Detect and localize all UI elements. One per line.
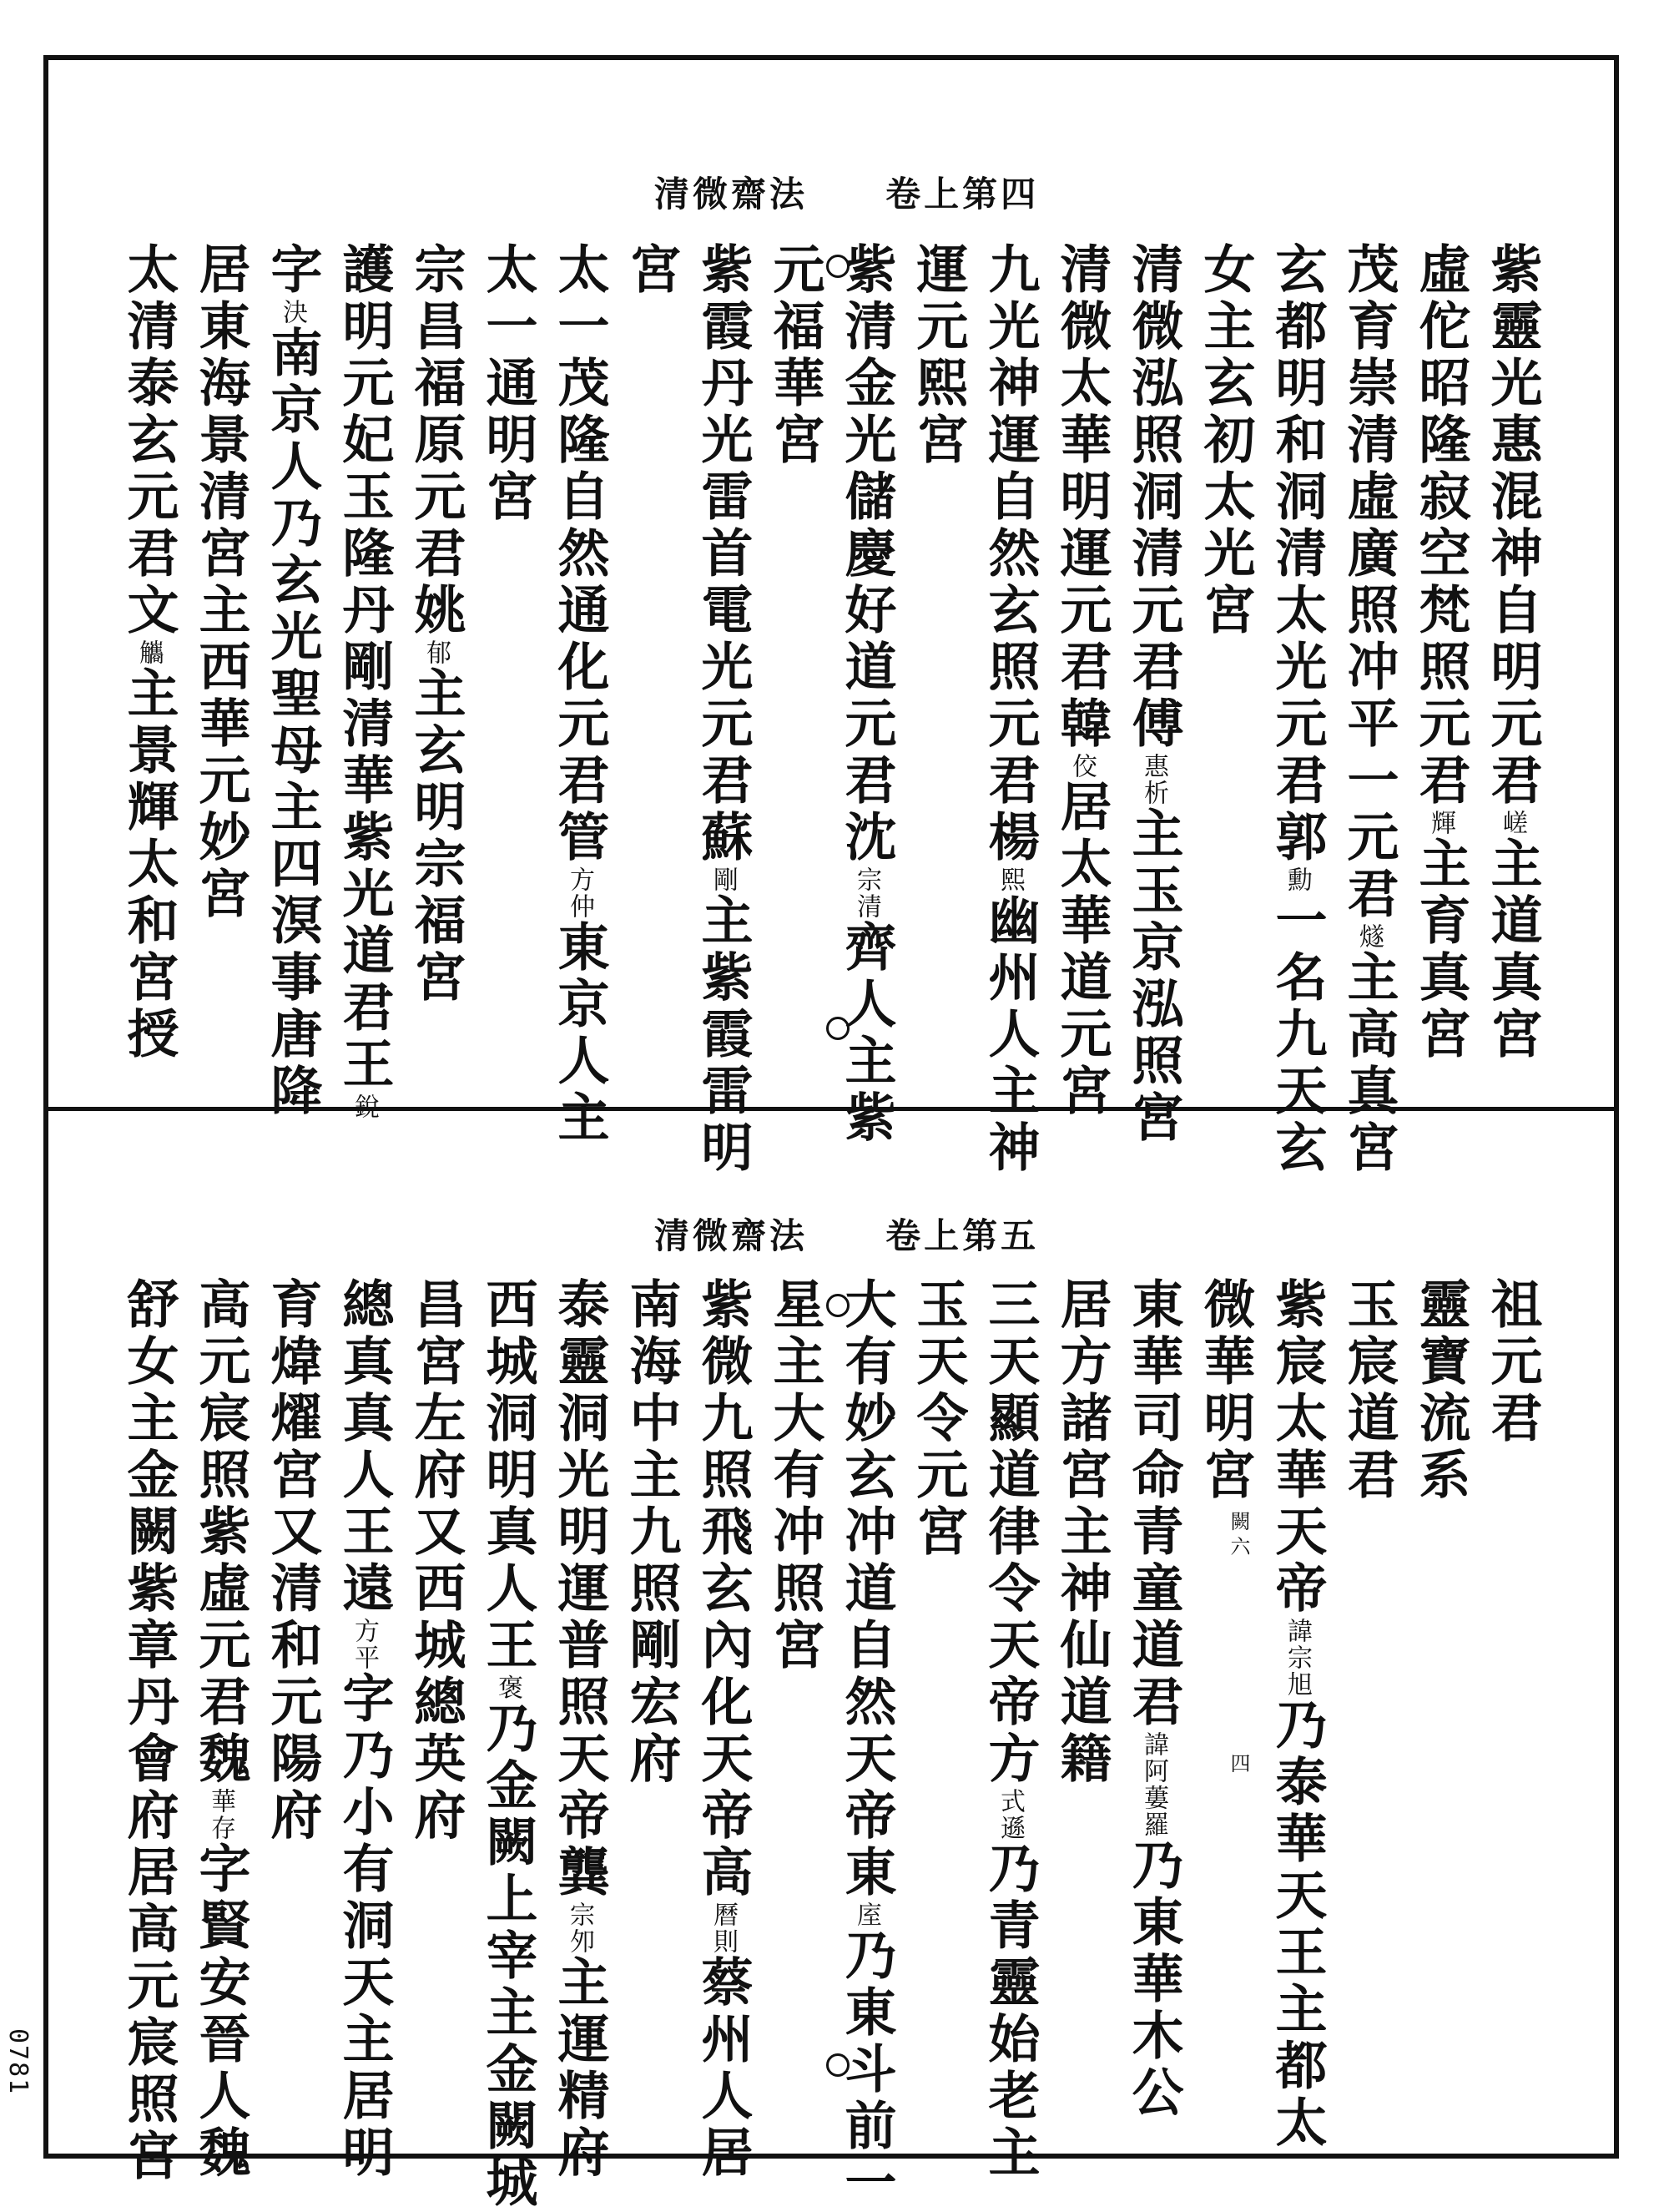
column-main-text: 大有妙玄冲道自然天帝東 bbox=[836, 1277, 897, 1901]
lower-column bbox=[764, 1277, 825, 1674]
upper-column bbox=[1339, 242, 1399, 1177]
column-annotation: 輝 bbox=[1426, 810, 1455, 836]
column-annotation: 式遜 bbox=[996, 1788, 1025, 1841]
lower-column bbox=[980, 1277, 1041, 2182]
column-main-text: 居東海景清宮主西華元妙宮 bbox=[190, 242, 251, 923]
lower-column bbox=[190, 1277, 251, 2182]
upper-column bbox=[693, 242, 754, 1177]
column-main-text: 昌宮左府又西城總英府 bbox=[406, 1277, 466, 1845]
column-main-text: 育煒燿宮又清和元陽府 bbox=[262, 1277, 323, 1845]
column-main-text: 紫微九照飛玄內化天帝高 bbox=[693, 1277, 754, 1901]
side-catalog-number: 0781 bbox=[3, 2028, 33, 2096]
column-main-text: 祖元君 bbox=[1482, 1277, 1543, 1447]
column-main-text: 虛佗昭隆寂空梵照元君 bbox=[1410, 242, 1471, 810]
lower-column bbox=[118, 1277, 179, 2185]
lower-column bbox=[836, 1277, 897, 2212]
column-tail-text: 乃金闕上宰主金闕城 bbox=[477, 1701, 538, 2212]
upper-column bbox=[764, 242, 825, 469]
column-main-text: 宮 bbox=[621, 242, 682, 299]
column-main-text: 東華司命青童道君 bbox=[1123, 1277, 1184, 1731]
column-annotation: 惠析 bbox=[1139, 753, 1168, 806]
upper-page-header bbox=[654, 167, 1039, 217]
circle-mark bbox=[826, 2053, 850, 2077]
column-annotation: 決 bbox=[278, 299, 307, 326]
column-tail-text: 幽州人主神 bbox=[980, 893, 1041, 1177]
column-annotation: 熙 bbox=[996, 866, 1025, 893]
column-main-text: 玉宸道君 bbox=[1339, 1277, 1399, 1504]
column-main-text: 太一茂隆自然通化元君管 bbox=[549, 242, 610, 866]
column-tail-text: 乃東華木公 bbox=[1123, 1838, 1184, 2122]
column-tail-text: 居太華道元宮 bbox=[1051, 780, 1112, 1120]
upper-column bbox=[908, 242, 969, 469]
column-tail-text: 主高真宮 bbox=[1339, 950, 1399, 1177]
column-tail-text: 主景輝太和宮授 bbox=[118, 666, 179, 1063]
column-tail-text: 主玉京泓照宮 bbox=[1123, 806, 1184, 1147]
lower-column bbox=[1267, 1277, 1328, 2152]
column-main-text: 總真真人王遠 bbox=[334, 1277, 395, 1618]
lower-column bbox=[621, 1277, 682, 1788]
circle-mark bbox=[826, 255, 850, 278]
column-main-text: 太清泰玄元君文 bbox=[118, 242, 179, 639]
lower-column bbox=[1482, 1277, 1543, 1447]
column-tail-text: 乃東斗前一 bbox=[836, 1928, 897, 2212]
column-tail-text: 乃青靈始老主 bbox=[980, 1841, 1041, 2182]
upper-column bbox=[1123, 242, 1184, 1147]
column-main-text: 高元宸照紫虛元君魏 bbox=[190, 1277, 251, 1788]
column-annotation: 觿 bbox=[134, 639, 164, 666]
column-main-text: 太一通明宮 bbox=[477, 242, 538, 526]
column-main-text: 星主大有冲照宮 bbox=[764, 1277, 825, 1674]
margin-note: 闕六 bbox=[1227, 1511, 1250, 1561]
column-main-text: 元福華宮 bbox=[764, 242, 825, 469]
column-main-text: 舒女主金闕紫章丹會府居高元宸照宮 bbox=[118, 1277, 179, 2185]
upper-header-title: 清微齋法 bbox=[654, 174, 809, 215]
lower-column bbox=[1195, 1277, 1256, 1504]
upper-column bbox=[262, 242, 323, 1120]
column-annotation: 勳 bbox=[1283, 866, 1312, 893]
upper-column bbox=[334, 242, 395, 1120]
lower-column bbox=[334, 1277, 395, 2182]
column-annotation: 佼 bbox=[1067, 753, 1097, 780]
column-main-text: 紫宸太華天帝 bbox=[1267, 1277, 1328, 1618]
column-tail-text: 主育真宮 bbox=[1410, 836, 1471, 1063]
column-main-text: 運元熙宮 bbox=[908, 242, 969, 469]
upper-column bbox=[477, 242, 538, 526]
column-annotation: 褒 bbox=[493, 1674, 522, 1701]
column-annotation: 曆則 bbox=[708, 1901, 738, 1955]
column-main-text: 泰靈洞光明運普照天帝龔 bbox=[549, 1277, 610, 1901]
column-annotation: 方仲 bbox=[565, 866, 594, 920]
column-annotation: 宗夘 bbox=[565, 1901, 594, 1955]
column-tail-text: 字賢安晉人魏 bbox=[190, 1841, 251, 2182]
upper-column bbox=[836, 242, 897, 1147]
column-tail-text: 一名九天玄 bbox=[1267, 893, 1328, 1177]
column-annotation: 諱宗旭 bbox=[1283, 1618, 1312, 1698]
column-main-text: 南海中主九照剛宏府 bbox=[621, 1277, 682, 1788]
upper-header-volume: 卷上第四 bbox=[885, 174, 1040, 215]
column-annotation: 銳 bbox=[350, 1093, 379, 1120]
margin-note: 四 bbox=[1227, 1753, 1250, 1778]
column-annotation: 嵯 bbox=[1498, 810, 1527, 836]
column-annotation: 庢 bbox=[852, 1901, 881, 1928]
column-main-text: 三天顯道律令天帝方 bbox=[980, 1277, 1041, 1788]
column-annotation: 宗清 bbox=[852, 866, 881, 920]
column-tail-text: 主玄明宗福宮 bbox=[406, 666, 466, 1007]
upper-column bbox=[406, 242, 466, 1007]
lower-page-header bbox=[654, 1209, 1039, 1259]
column-tail-text: 乃泰華天王主都太 bbox=[1267, 1698, 1328, 2152]
column-main-text: 靈寶流系 bbox=[1410, 1277, 1471, 1504]
column-main-text: 紫清金光儲慶好道元君沈 bbox=[836, 242, 897, 866]
column-main-text: 女主玄初太光宮 bbox=[1195, 242, 1256, 639]
lower-column bbox=[1339, 1277, 1399, 1504]
lower-column bbox=[262, 1277, 323, 1845]
lower-column bbox=[406, 1277, 466, 1845]
column-main-text: 紫靈光惠混神自明元君 bbox=[1482, 242, 1543, 810]
column-tail-text: 主道真宮 bbox=[1482, 836, 1543, 1063]
lower-column bbox=[1410, 1277, 1471, 1504]
column-main-text: 字 bbox=[262, 242, 323, 299]
upper-column bbox=[1267, 242, 1328, 1177]
column-tail-text: 齊人主紫 bbox=[836, 920, 897, 1147]
column-annotation: 燧 bbox=[1354, 923, 1384, 950]
upper-column bbox=[549, 242, 610, 1147]
column-main-text: 護明元妃玉隆丹剛清華紫光道君王 bbox=[334, 242, 395, 1093]
column-main-text: 清微泓照洞清元君傅 bbox=[1123, 242, 1184, 753]
column-annotation: 剛 bbox=[708, 866, 738, 893]
column-main-text: 茂育崇清虛廣照冲平一元君 bbox=[1339, 242, 1399, 923]
upper-column bbox=[190, 242, 251, 923]
column-annotation: 華存 bbox=[206, 1788, 235, 1841]
column-main-text: 居方諸宮主神仙道籍 bbox=[1051, 1277, 1112, 1788]
column-tail-text: 主紫霞雷明 bbox=[693, 893, 754, 1177]
column-annotation: 郁 bbox=[421, 639, 451, 666]
column-main-text: 玉天令元宮 bbox=[908, 1277, 969, 1561]
lower-column bbox=[693, 1277, 754, 2182]
column-main-text: 宗昌福原元君姚 bbox=[406, 242, 466, 639]
column-main-text: 微華明宮 bbox=[1195, 1277, 1256, 1504]
lower-column bbox=[1051, 1277, 1112, 1788]
column-tail-text: 蔡州人居 bbox=[693, 1955, 754, 2182]
lower-column bbox=[1123, 1277, 1184, 2122]
upper-column bbox=[980, 242, 1041, 1177]
lower-column bbox=[908, 1277, 969, 1561]
column-main-text: 紫霞丹光雷首電光元君蘇 bbox=[693, 242, 754, 866]
column-main-text: 清微太華明運元君韓 bbox=[1051, 242, 1112, 753]
lower-header-volume: 卷上第五 bbox=[885, 1215, 1040, 1256]
upper-column bbox=[118, 242, 179, 1063]
column-main-text: 玄都明和洞清太光元君郭 bbox=[1267, 242, 1328, 866]
circle-mark bbox=[826, 1294, 850, 1317]
column-tail-text: 南京人乃玄光聖母主四溟事唐降 bbox=[262, 326, 323, 1120]
column-tail-text: 東京人主 bbox=[549, 920, 610, 1147]
column-annotation: 方平 bbox=[350, 1618, 379, 1671]
upper-column bbox=[1410, 242, 1471, 1063]
column-tail-text: 字乃小有洞天主居明 bbox=[334, 1671, 395, 2182]
column-main-text: 西城洞明真人王 bbox=[477, 1277, 538, 1674]
column-main-text: 九光神運自然玄照元君楊 bbox=[980, 242, 1041, 866]
circle-mark bbox=[826, 1017, 850, 1040]
upper-column bbox=[1195, 242, 1256, 639]
lower-column bbox=[477, 1277, 538, 2212]
column-tail-text: 主運精府 bbox=[549, 1955, 610, 2182]
upper-column bbox=[1051, 242, 1112, 1120]
lower-header-title: 清微齋法 bbox=[654, 1215, 809, 1256]
lower-column bbox=[549, 1277, 610, 2182]
column-annotation: 諱阿蔞羅 bbox=[1139, 1731, 1168, 1838]
upper-column bbox=[1482, 242, 1543, 1063]
upper-column bbox=[621, 242, 682, 299]
